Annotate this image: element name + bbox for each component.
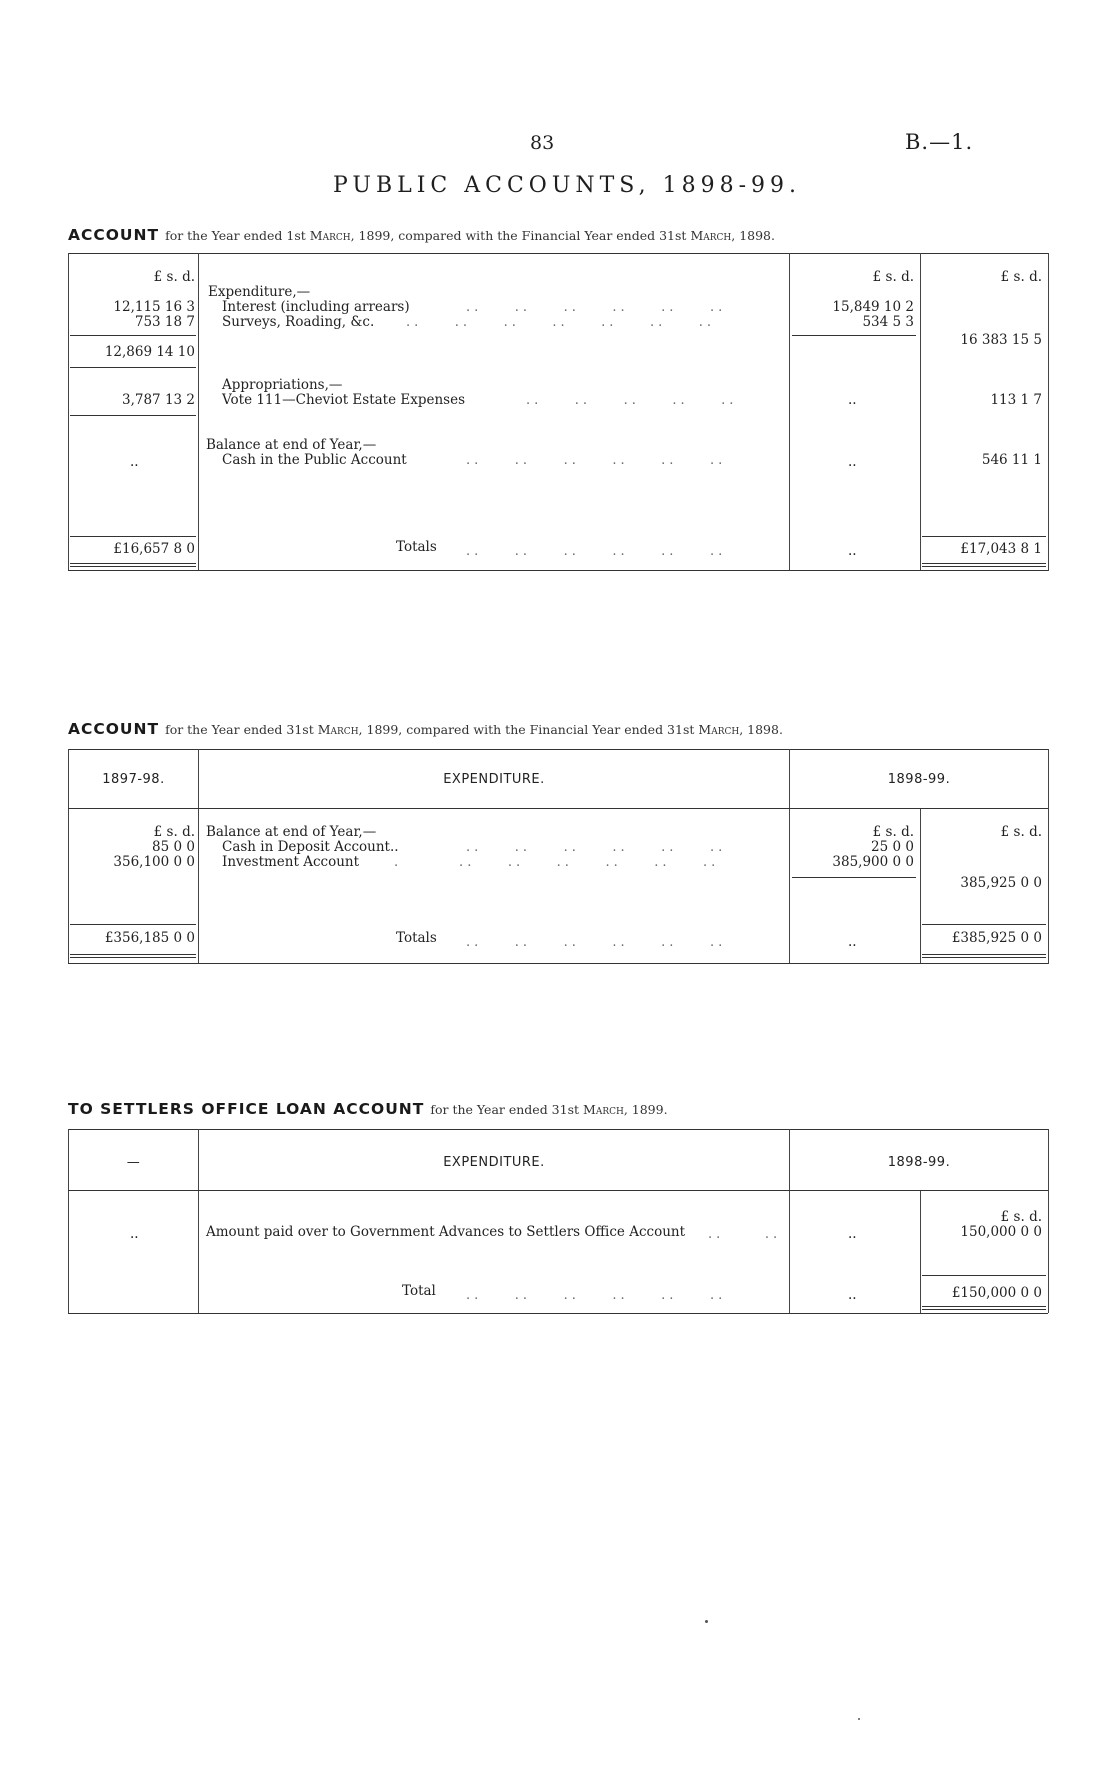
print-speck	[858, 1718, 860, 1720]
account1-row2-label: Surveys, Roading, &c.	[222, 314, 375, 330]
account1-expenditure-heading: Expenditure,—	[208, 284, 311, 300]
account1-vote-total: 113 1 7	[990, 392, 1042, 408]
account1-row1-item: 15,849 10 2	[832, 299, 914, 315]
page-number: 83	[530, 132, 555, 154]
account2-row1-label: Cash in Deposit Account..	[222, 839, 399, 855]
account1-cash-label: Cash in the Public Account	[222, 452, 407, 468]
account1-prev-subtotal: 12,869 14 10	[104, 344, 195, 360]
account1-cash-total: 546 11 1	[981, 452, 1042, 468]
account1-balance-heading: Balance at end of Year,—	[206, 437, 377, 453]
account3-total-amount: £150,000 0 0	[951, 1285, 1042, 1301]
account2-total-currency: £ s. d.	[1000, 824, 1042, 840]
account3-row-item-empty: ..	[848, 1226, 857, 1242]
account1-vote-item-empty: ..	[848, 392, 857, 408]
account3-col-current-year: 1898-99.	[887, 1155, 951, 1170]
account1-caption: ACCOUNT for the Year ended 1st March, 1899, compared with the Financial Year ended 31st March, 1898.	[68, 226, 775, 244]
account3-total-prev: ..	[848, 1287, 857, 1303]
account3-caption-bold: TO SETTLERS OFFICE LOAN ACCOUNT	[68, 1100, 425, 1118]
account2-col-prev-year: 1897-98.	[102, 772, 165, 787]
account2-totals-item-empty: ..	[848, 934, 857, 950]
account1-cash-prev: ..	[130, 454, 139, 470]
account1-row2-prev: 753 18 7	[134, 314, 195, 330]
account3-total-label: Total	[402, 1283, 436, 1299]
account2-row2-prev: 356,100 0 0	[113, 854, 195, 870]
account1-totals-label: Totals	[396, 539, 437, 555]
account1-totals-item-empty: ..	[848, 543, 857, 559]
account2-caption: ACCOUNT for the Year ended 31st March, 1899, compared with the Financial Year ended 31st March, 1898.	[68, 720, 783, 738]
account3-currency: £ s. d.	[1000, 1209, 1042, 1225]
account3-row-prev: ..	[130, 1226, 139, 1242]
account1-vote-label: Vote 111—Cheviot Estate Expenses	[222, 392, 466, 408]
account1-vote-prev: 3,787 13 2	[122, 392, 195, 408]
account3-row-amount: 150,000 0 0	[960, 1224, 1042, 1240]
account3-col-prev-year: —	[126, 1155, 141, 1170]
account2-totals-label: Totals	[396, 930, 437, 946]
account1-totals-current: £17,043 8 1	[960, 541, 1042, 557]
account1-prev-currency: £ s. d.	[153, 269, 195, 285]
account1-cash-item-empty: ..	[848, 454, 857, 470]
account1-item-currency: £ s. d.	[872, 269, 914, 285]
account1-row2-item: 534 5 3	[862, 314, 914, 330]
account2-col-expenditure: EXPENDITURE.	[443, 772, 545, 787]
account1-total-currency: £ s. d.	[1000, 269, 1042, 285]
document-reference: B.—1.	[905, 130, 974, 154]
account2-balance-total: 385,925 0 0	[960, 875, 1042, 891]
account2-totals-prev: £356,185 0 0	[104, 930, 195, 946]
account2-caption-bold: ACCOUNT	[68, 720, 160, 738]
account2-row2-label: Investment Account	[222, 854, 360, 870]
account3-col-expenditure: EXPENDITURE.	[443, 1155, 545, 1170]
account3-row-label: Amount paid over to Government Advances to Settlers Office Account	[206, 1224, 686, 1240]
account1-appropriations-heading: Appropriations,—	[222, 377, 343, 393]
account1-row1-prev: 12,115 16 3	[113, 299, 195, 315]
account3-caption: TO SETTLERS OFFICE LOAN ACCOUNT for the Year ended 31st March, 1899.	[68, 1100, 668, 1118]
account1-caption-bold: ACCOUNT	[68, 226, 160, 244]
account2-row1-prev: 85 0 0	[152, 839, 195, 855]
account2-prev-currency: £ s. d.	[153, 824, 195, 840]
account2-balance-heading: Balance at end of Year,—	[206, 824, 377, 840]
account1-totals-prev: £16,657 8 0	[113, 541, 195, 557]
account1-row1-label: Interest (including arrears)	[222, 299, 410, 315]
account2-item-currency: £ s. d.	[872, 824, 914, 840]
print-speck	[705, 1620, 708, 1623]
account2-row2-item: 385,900 0 0	[832, 854, 914, 870]
account2-totals-current: £385,925 0 0	[951, 930, 1042, 946]
account2-row1-item: 25 0 0	[871, 839, 914, 855]
account2-col-current-year: 1898-99.	[887, 772, 951, 787]
page-title: PUBLIC ACCOUNTS, 1898-99.	[333, 173, 801, 198]
account1-expenditure-total: 16 383 15 5	[960, 332, 1042, 348]
